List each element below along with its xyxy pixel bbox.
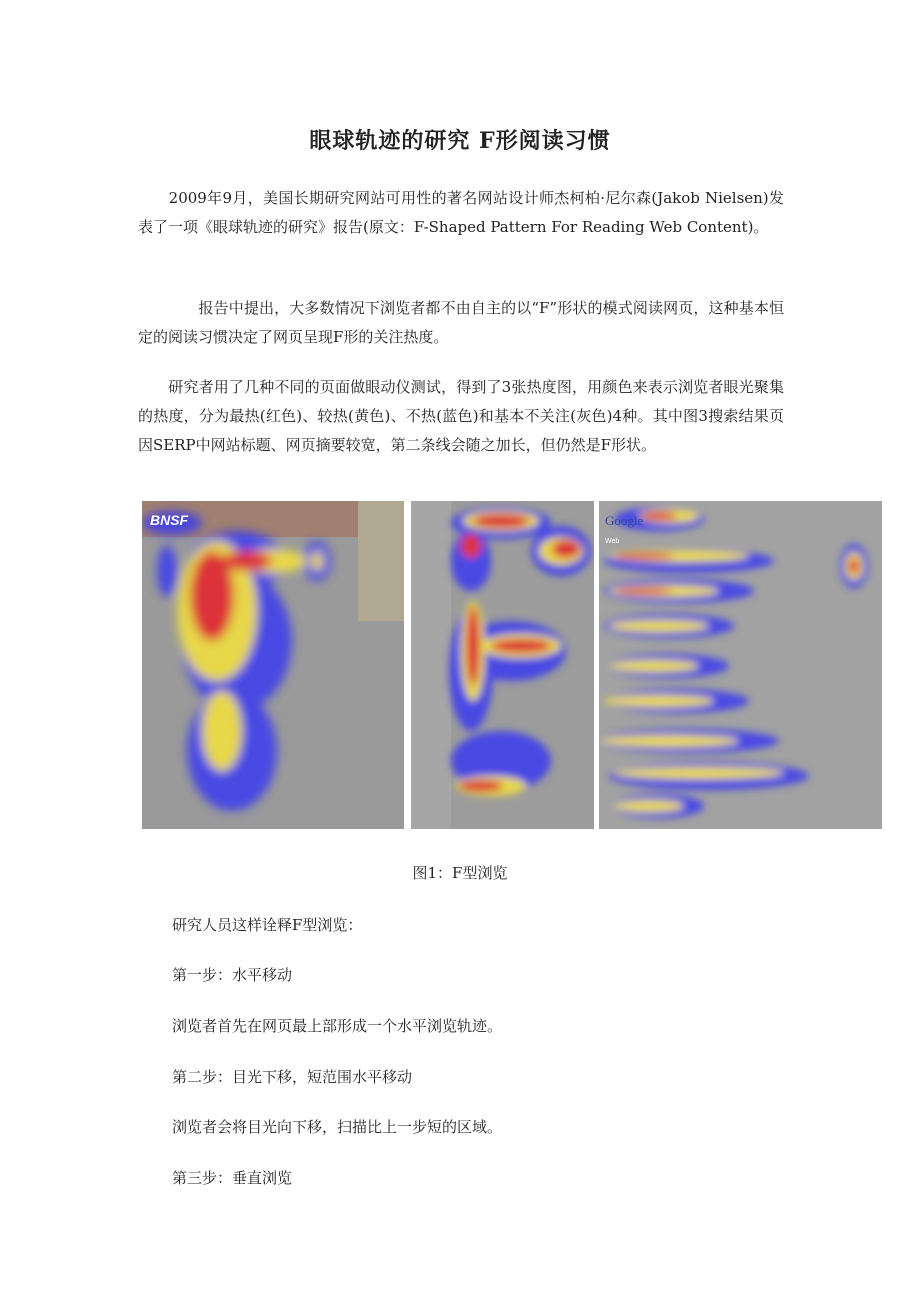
paragraph-heatmaps: 研究者用了几种不同的页面做眼动仪测试，得到了3张热度图，用颜色来表示浏览者眼光聚集的热度，分为最热(红色)、较热(黄色)、不热(蓝色)和基本不关注(灰色)4种。其中图3搜索结果页因SERP中网站标题、网页摘要较宽，第二条线会随之加长，但仍然是F形状。 xyxy=(138,378,784,454)
step-heading: 第二步：目光下移，短范围水平移动 xyxy=(172,1068,413,1086)
heatmap-panel-3 xyxy=(599,501,882,829)
document-title: 眼球轨迹的研究 F形阅读习惯 xyxy=(309,128,611,154)
heatmap-panel-2 xyxy=(411,501,594,829)
text-line: 浏览者首先在网页最上部形成一个水平浏览轨迹。 xyxy=(172,1017,503,1035)
step-heading: 第一步：水平移动 xyxy=(172,966,293,984)
heatmap-panel-1 xyxy=(142,501,404,829)
paragraph-report: 报告中提出，大多数情况下浏览者都不由自主的以“F”形状的模式阅读网页，这种基本恒定的阅读习惯决定了网页呈现F形的关注热度。 xyxy=(138,299,784,346)
text-line: 浏览者会将目光向下移，扫描比上一步短的区域。 xyxy=(172,1118,503,1136)
panel1-logo: BNSF xyxy=(150,512,189,528)
step-heading: 第三步：垂直浏览 xyxy=(172,1169,293,1187)
text-line: 研究人员这样诠释F型浏览： xyxy=(172,916,363,934)
panel3-tab: Web xyxy=(605,538,620,545)
figure-caption: 图1：F型浏览 xyxy=(412,864,508,882)
paragraph-intro: 2009年9月，美国长期研究网站可用性的著名网站设计师杰柯柏·尼尔森(Jakob Nielsen)发表了一项《眼球轨迹的研究》报告(原文：F-Shaped Pattern For Reading Web Content)。 xyxy=(138,189,784,236)
panel3-logo: Google xyxy=(605,513,644,528)
heatmap-figure xyxy=(142,501,882,829)
